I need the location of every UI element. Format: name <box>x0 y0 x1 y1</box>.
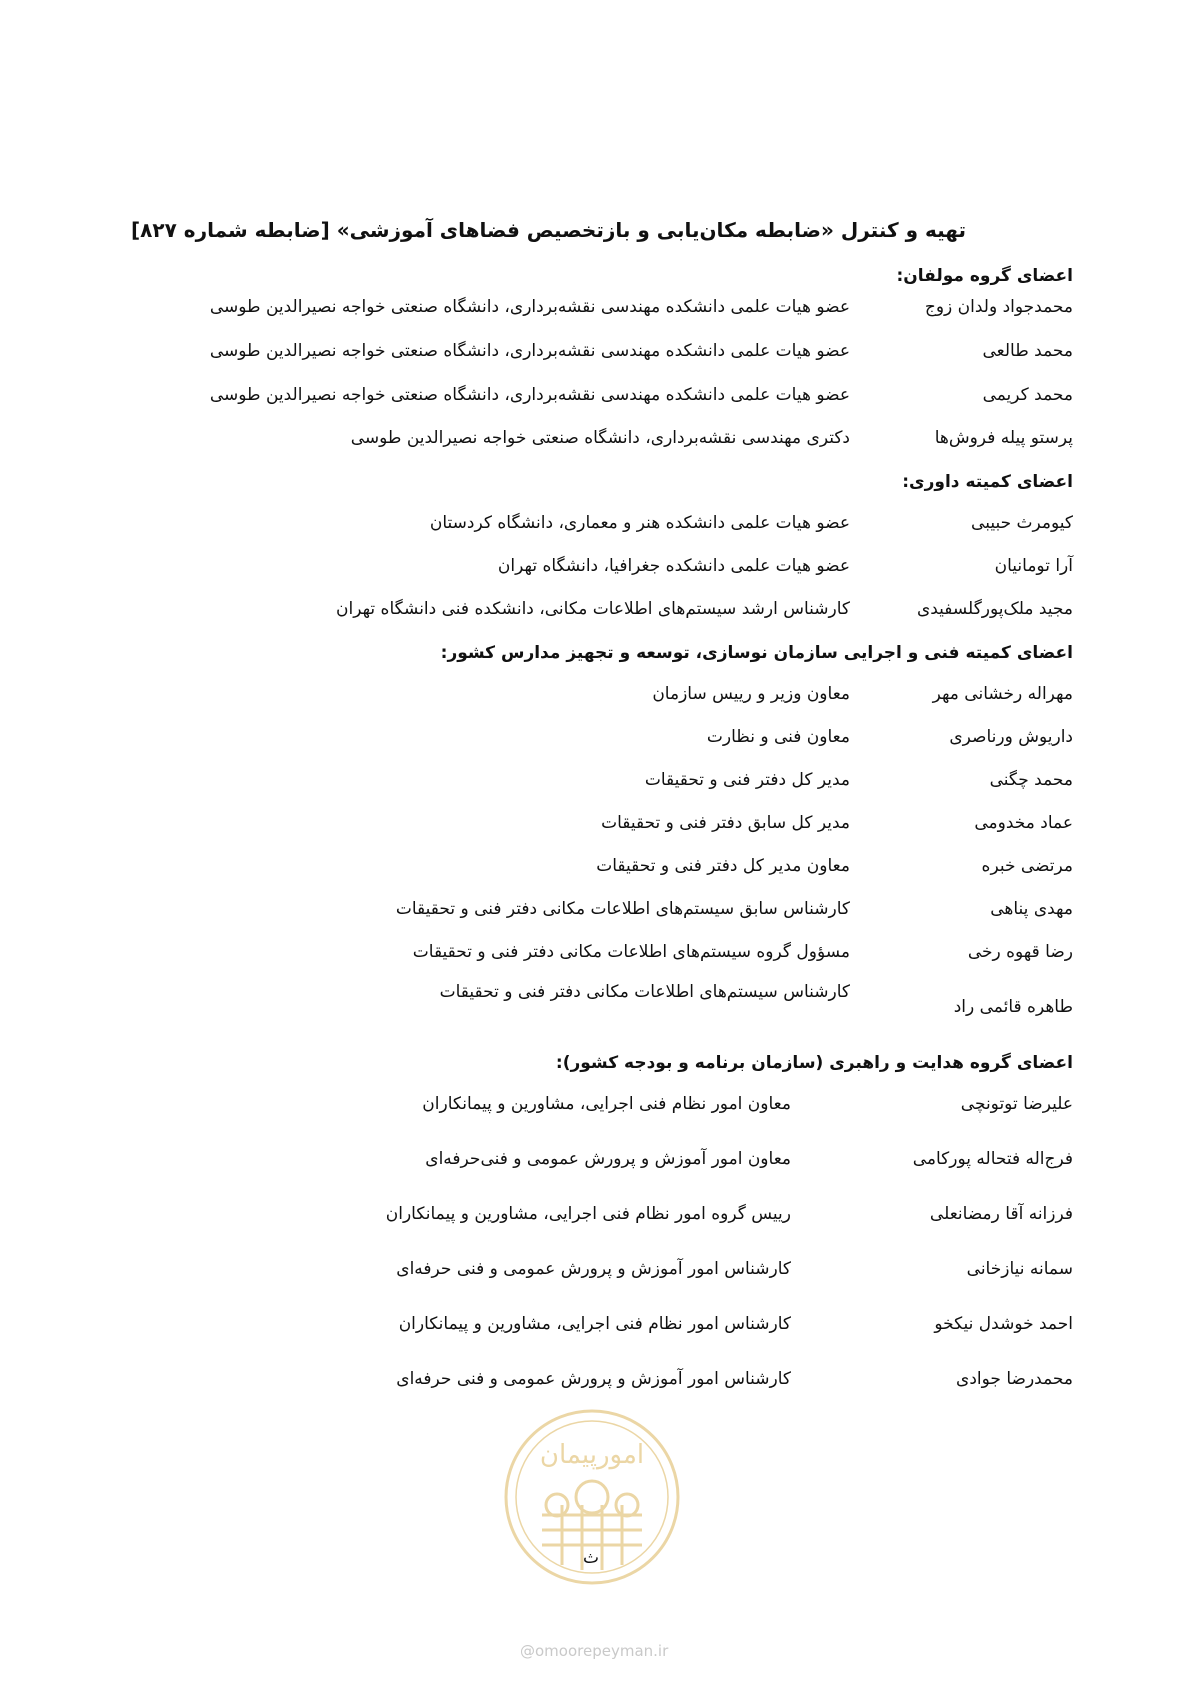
member-row <box>110 684 1073 716</box>
jury-heading: اعضای کمیته داوری: <box>902 472 1073 492</box>
member-row <box>110 1314 1073 1346</box>
member-name: مرتضی خبره <box>981 856 1073 876</box>
member-name: کیومرث حبیبی <box>971 513 1073 533</box>
member-row <box>110 513 1073 545</box>
member-role: مدیر کل سابق دفتر فنی و تحقیقات <box>601 813 850 833</box>
member-name: محمد کریمی <box>982 385 1073 405</box>
member-role: عضو هیات علمی دانشکده مهندسی نقشه‌برداری، دانشگاه صنعتی خواجه نصیرالدین طوسی <box>209 385 850 405</box>
member-role: کارشناس امور نظام فنی اجرایی، مشاورین و پیمانکاران <box>398 1314 791 1334</box>
member-name: رضا قهوه رخی <box>967 942 1073 962</box>
member-name: محمدجواد ولدان زوج <box>924 297 1073 317</box>
member-row <box>110 942 1073 974</box>
member-row <box>110 1204 1073 1236</box>
member-row <box>110 385 1073 417</box>
member-role: رییس گروه امور نظام فنی اجرایی، مشاورین و پیمانکاران <box>385 1204 791 1224</box>
member-role: معاون امور نظام فنی اجرایی، مشاورین و پیمانکاران <box>422 1094 791 1114</box>
member-row <box>110 1094 1073 1126</box>
member-name: مهدی پناهی <box>990 899 1073 919</box>
member-name: علیرضا توتونچی <box>960 1094 1073 1114</box>
member-name: داریوش ورناصری <box>949 727 1073 747</box>
member-row <box>110 341 1073 373</box>
page-marker: ث <box>583 1548 600 1568</box>
member-row <box>110 770 1073 802</box>
member-name: احمد خوشدل نیکخو <box>934 1314 1073 1334</box>
member-role: کارشناس امور آموزش و پرورش عمومی و فنی حرفه‌ای <box>396 1259 791 1279</box>
member-role: معاون مدیر کل دفتر فنی و تحقیقات <box>596 856 850 876</box>
technical-committee-heading: اعضای کمیته فنی و اجرایی سازمان نوسازی، توسعه و تجهیز مدارس کشور: <box>440 643 1073 663</box>
member-name: آرا تومانیان <box>994 556 1073 576</box>
member-row <box>110 428 1073 460</box>
page-title: تهیه و کنترل «ضابطه مکان‌یابی و بازتخصیص فضاهای آموزشی» [ضابطه شماره ۸۲۷] <box>131 218 966 242</box>
member-role: عضو هیات علمی دانشکده مهندسی نقشه‌برداری، دانشگاه صنعتی خواجه نصیرالدین طوسی <box>209 341 850 361</box>
seal-text: امورپیمان <box>539 1440 645 1470</box>
member-role: مدیر کل دفتر فنی و تحقیقات <box>644 770 850 790</box>
member-role: عضو هیات علمی دانشکده جغرافیا، دانشگاه تهران <box>497 556 850 576</box>
member-name: عماد مخدومی <box>974 813 1073 833</box>
watermark-site: @omoorepeyman.ir <box>520 1642 669 1660</box>
member-name: محمد چگنی <box>989 770 1073 790</box>
member-row <box>110 297 1073 329</box>
member-row <box>110 1369 1073 1401</box>
member-name: مجید ملک‌پورگلسفیدی <box>916 599 1073 619</box>
member-row <box>110 1259 1073 1291</box>
member-name: طاهره قائمی راد <box>953 997 1073 1017</box>
member-row <box>110 599 1073 631</box>
member-role: کارشناس امور آموزش و پرورش عمومی و فنی حرفه‌ای <box>396 1369 791 1389</box>
member-name: پرستو پیله فروش‌ها <box>934 428 1073 448</box>
member-row <box>110 982 1073 1017</box>
member-role: کارشناس ارشد سیستم‌های اطلاعات مکانی، دانشکده فنی دانشگاه تهران <box>336 599 850 619</box>
member-role: معاون فنی و نظارت <box>706 727 850 747</box>
member-role: معاون وزیر و رییس سازمان <box>652 684 850 704</box>
member-name: محمدرضا جوادی <box>956 1369 1073 1389</box>
member-name: فرج‌اله فتحاله پورکامی <box>912 1149 1073 1169</box>
member-name: مهراله رخشانی مهر <box>932 684 1073 704</box>
member-row <box>110 1149 1073 1181</box>
member-role: کارشناس سابق سیستم‌های اطلاعات مکانی دفتر فنی و تحقیقات <box>395 899 850 919</box>
member-row <box>110 813 1073 845</box>
member-role: عضو هیات علمی دانشکده هنر و معماری، دانشگاه کردستان <box>429 513 850 533</box>
member-role: معاون امور آموزش و پرورش عمومی و فنی‌حرفه‌ای <box>425 1149 791 1169</box>
member-row <box>110 727 1073 759</box>
member-row <box>110 899 1073 931</box>
authors-heading: اعضای گروه مولفان: <box>896 266 1073 286</box>
member-role: دکتری مهندسی نقشه‌برداری، دانشگاه صنعتی خواجه نصیرالدین طوسی <box>350 428 850 448</box>
guidance-heading: اعضای گروه هدایت و راهبری (سازمان برنامه و بودجه کشور): <box>555 1053 1073 1073</box>
member-row <box>110 856 1073 888</box>
member-name: فرزانه آقا رمضانعلی <box>929 1204 1073 1224</box>
member-name: سمانه نیازخانی <box>966 1259 1073 1279</box>
member-role: عضو هیات علمی دانشکده مهندسی نقشه‌برداری، دانشگاه صنعتی خواجه نصیرالدین طوسی <box>209 297 850 317</box>
member-name: محمد طالعی <box>982 341 1073 361</box>
member-row <box>110 556 1073 588</box>
member-role: کارشناس سیستم‌های اطلاعات مکانی دفتر فنی و تحقیقات <box>439 982 850 1002</box>
member-role: مسؤول گروه سیستم‌های اطلاعات مکانی دفتر فنی و تحقیقات <box>412 942 850 962</box>
